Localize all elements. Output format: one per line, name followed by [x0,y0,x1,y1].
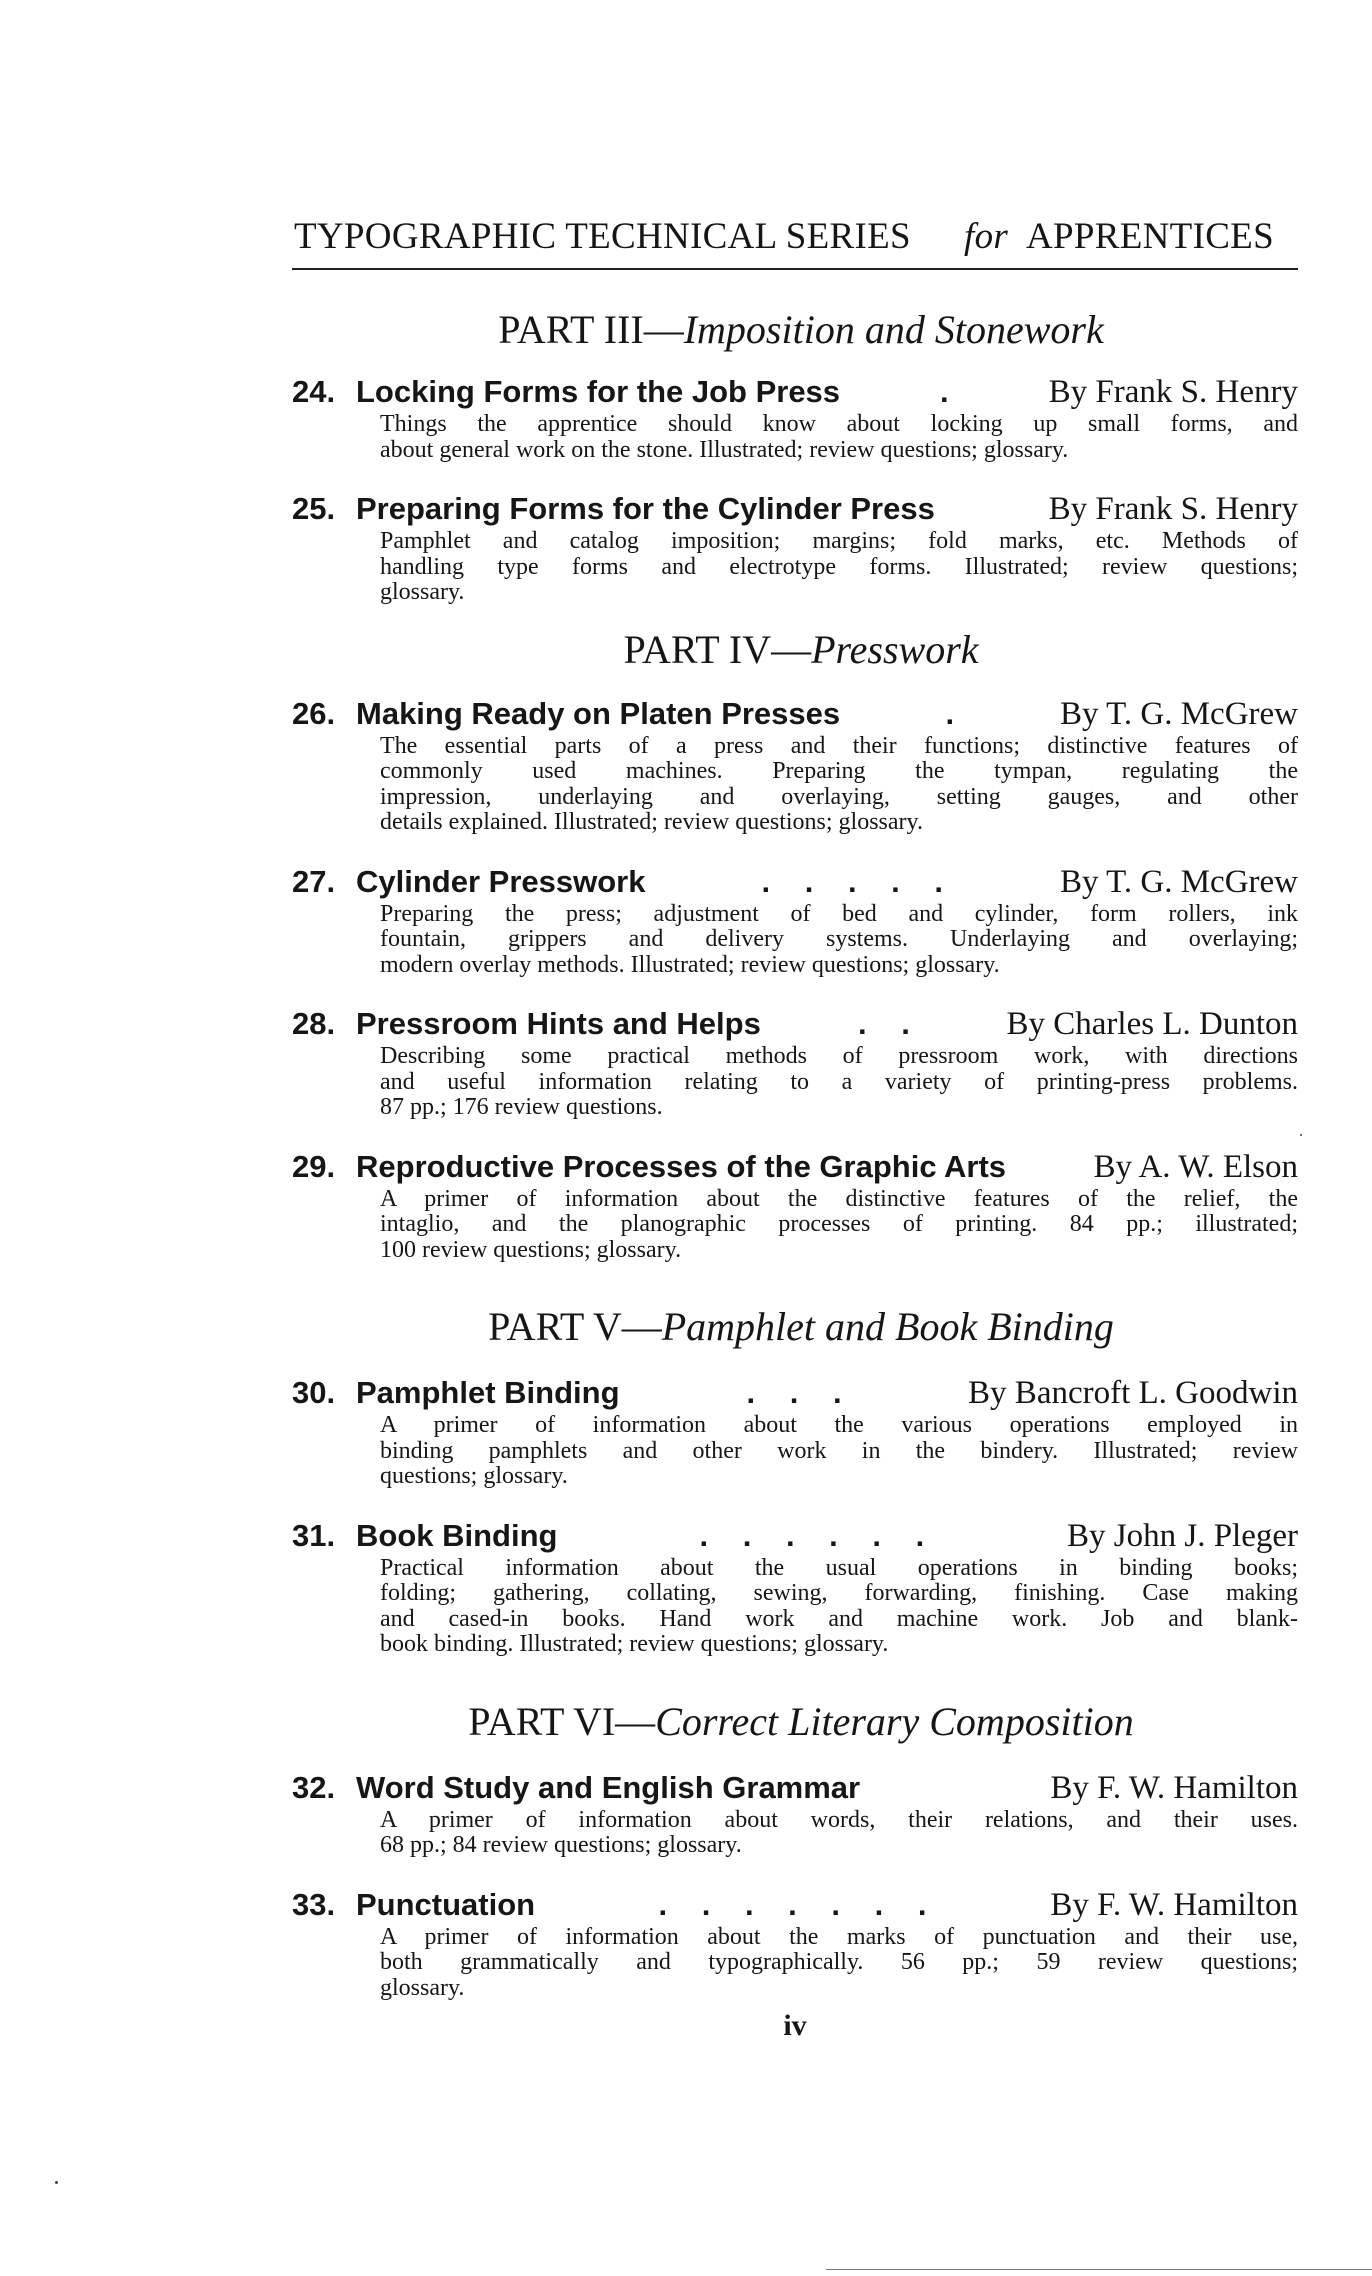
description-line: and useful information relating to a variety of printing-press problems. [380,1068,1298,1095]
description-line: The essential parts of a press and their functions; distinctive features of [380,732,1298,759]
entry-title: Punctuation [356,1886,536,1922]
entry-description [380,412,1298,463]
part-title: Pamphlet and Book Binding [661,1304,1114,1349]
entry-title: Word Study and English Grammar [356,1769,861,1805]
book-entry [292,694,1298,836]
entry-number: 25. [292,491,336,526]
part-title: Presswork [811,626,979,672]
entry-title-line [292,1004,1298,1044]
book-entry [292,1885,1298,2002]
description-line: 87 pp.; 176 review questions. [380,1094,663,1120]
entry-description [380,1808,1298,1859]
entry-author: By Frank S. Henry [1048,491,1298,527]
entry-author: By F. W. Hamilton [1050,1886,1298,1923]
entry-title: Book Binding [356,1517,558,1553]
entry-author: By Charles L. Dunton [1006,1006,1298,1042]
entry-author: By F. W. Hamilton [1050,1769,1298,1806]
running-head [292,214,1298,260]
part-heading [304,626,1298,674]
entry-description [380,902,1298,979]
book-entry [292,489,1298,606]
book-entry [292,1768,1298,1859]
entry-title-line [292,1516,1298,1556]
entry-author: By John J. Pleger [1067,1517,1298,1554]
entry-author: By A. W. Elson [1093,1148,1298,1185]
dot-leader: . . . . . [761,863,944,899]
entry-title: Making Ready on Platen Presses [356,695,841,731]
entry-title-line [292,1373,1298,1413]
entry-number: 24. [292,374,336,409]
entry-description [380,529,1298,606]
description-line: A primer of information about the various operations employed in [380,1412,1298,1438]
entry-number: 31. [292,1517,336,1553]
description-line: about general work on the stone. Illustrated; review questions; glossary. [380,436,1069,463]
entry-number: 26. [292,695,336,731]
bottom-edge-rule [826,2269,1372,2270]
description-line: modern overlay methods. Illustrated; review questions; glossary. [380,951,1000,978]
part-heading [304,306,1298,354]
entry-title: Cylinder Presswork [356,863,646,899]
description-line: Practical information about the usual operations in binding books; [380,1554,1298,1581]
entry-description [380,1925,1298,2002]
running-head-right: APPRENTICES [1026,216,1274,257]
entry-title: Pamphlet Binding [356,1375,620,1410]
entry-title: Pressroom Hints and Helps [356,1006,761,1041]
entry-description [380,1556,1298,1658]
entry-title: Locking Forms for the Job Press [356,374,841,409]
entry-description [380,1187,1298,1264]
entry-title-line [292,862,1298,902]
description-line: Pamphlet and catalog imposition; margins; fold marks, etc. Methods of [380,528,1298,554]
dot-leader: . . . . . . [699,1517,925,1553]
description-line: handling type forms and electrotype forms. Illustrated; review questions; [380,553,1298,580]
entry-description [380,734,1298,836]
description-line: A primer of information about the marks of punctuation and their use, [380,1923,1298,1950]
description-line: Preparing the press; adjustment of bed and cylinder, form rollers, ink [380,900,1298,927]
book-entry [292,862,1298,979]
paper-speck [55,2181,58,2184]
entry-title: Preparing Forms for the Cylinder Press [356,491,935,526]
entry-title-line [292,694,1298,734]
entry-author: By T. G. McGrew [1060,863,1298,900]
book-entry [292,1004,1298,1121]
description-line: glossary. [380,1974,465,2001]
paper-speck [1300,1134,1302,1136]
book-entry [292,1516,1298,1658]
dot-leader: . . . . . . . [658,1886,927,1922]
dot-leader: . . [858,1006,910,1041]
description-line: Describing some practical methods of pressroom work, with directions [380,1043,1298,1069]
running-head-left: TYPOGRAPHIC TECHNICAL SERIES [294,216,911,257]
series-listing [292,306,1298,2001]
entry-title-line [292,1147,1298,1187]
description-line: details explained. Illustrated; review questions; glossary. [380,809,923,835]
description-line: 68 pp.; 84 review questions; glossary. [380,1832,742,1858]
dot-leader: . . . [746,1375,842,1410]
entry-description [380,1044,1298,1121]
part-label: PART IV— [623,626,812,672]
book-entry [292,1373,1298,1490]
description-line: A primer of information about words, their relations, and their uses. [380,1806,1298,1833]
entry-number: 28. [292,1006,336,1041]
description-line: fountain, grippers and delivery systems. Underlaying and overlaying; [380,926,1298,952]
description-line: and cased-in books. Hand work and machine work. Job and blank- [380,1605,1298,1632]
running-head-italic: for [964,216,1009,257]
entry-number: 33. [292,1886,336,1922]
running-head-rule [292,268,1298,270]
entry-title-line [292,489,1298,529]
description-line: 100 review questions; glossary. [380,1236,682,1263]
description-line: Things the apprentice should know about locking up small forms, and [380,411,1298,437]
description-line: commonly used machines. Preparing the tympan, regulating the [380,758,1298,784]
description-line: book binding. Illustrated; review questions; glossary. [380,1631,889,1657]
description-line: intaglio, and the planographic processes of printing. 84 pp.; illustrated; [380,1211,1298,1237]
entry-author: By Frank S. Henry [1048,374,1298,410]
entry-number: 29. [292,1148,336,1184]
part-heading [304,1303,1298,1351]
dot-leader: . [940,374,949,409]
description-line: glossary. [380,579,465,605]
description-line: both grammatically and typographically. 56 pp.; 59 review questions; [380,1949,1298,1975]
description-line: binding pamphlets and other work in the bindery. Illustrated; review [380,1437,1298,1464]
part-label: PART V— [488,1304,662,1349]
entry-number: 27. [292,863,336,899]
book-entry [292,372,1298,463]
description-line: questions; glossary. [380,1463,568,1489]
description-line: A primer of information about the distinctive features of the relief, the [380,1185,1298,1212]
entry-description [380,1413,1298,1490]
entry-title-line [292,1768,1298,1808]
part-label: PART VI— [468,1698,656,1744]
entry-number: 30. [292,1375,336,1410]
part-heading [304,1698,1298,1746]
page-number [292,2009,1298,2043]
entry-title-line [292,372,1298,412]
page-body [292,214,1298,2001]
part-title: Imposition and Stonework [683,307,1104,352]
dot-leader: . [945,695,955,731]
description-line: folding; gathering, collating, sewing, forwarding, finishing. Case making [380,1580,1298,1606]
entry-author: By T. G. McGrew [1060,695,1298,732]
entry-title: Reproductive Processes of the Graphic Arts [356,1148,1007,1184]
book-entry [292,1147,1298,1264]
entry-number: 32. [292,1769,336,1805]
part-title: Correct Literary Composition [655,1698,1134,1744]
description-line: impression, underlaying and overlaying, setting gauges, and other [380,783,1298,810]
entry-title-line [292,1885,1298,1925]
part-label: PART III— [498,307,684,352]
entry-author: By Bancroft L. Goodwin [968,1375,1298,1411]
folio-text: iv [783,2009,807,2042]
